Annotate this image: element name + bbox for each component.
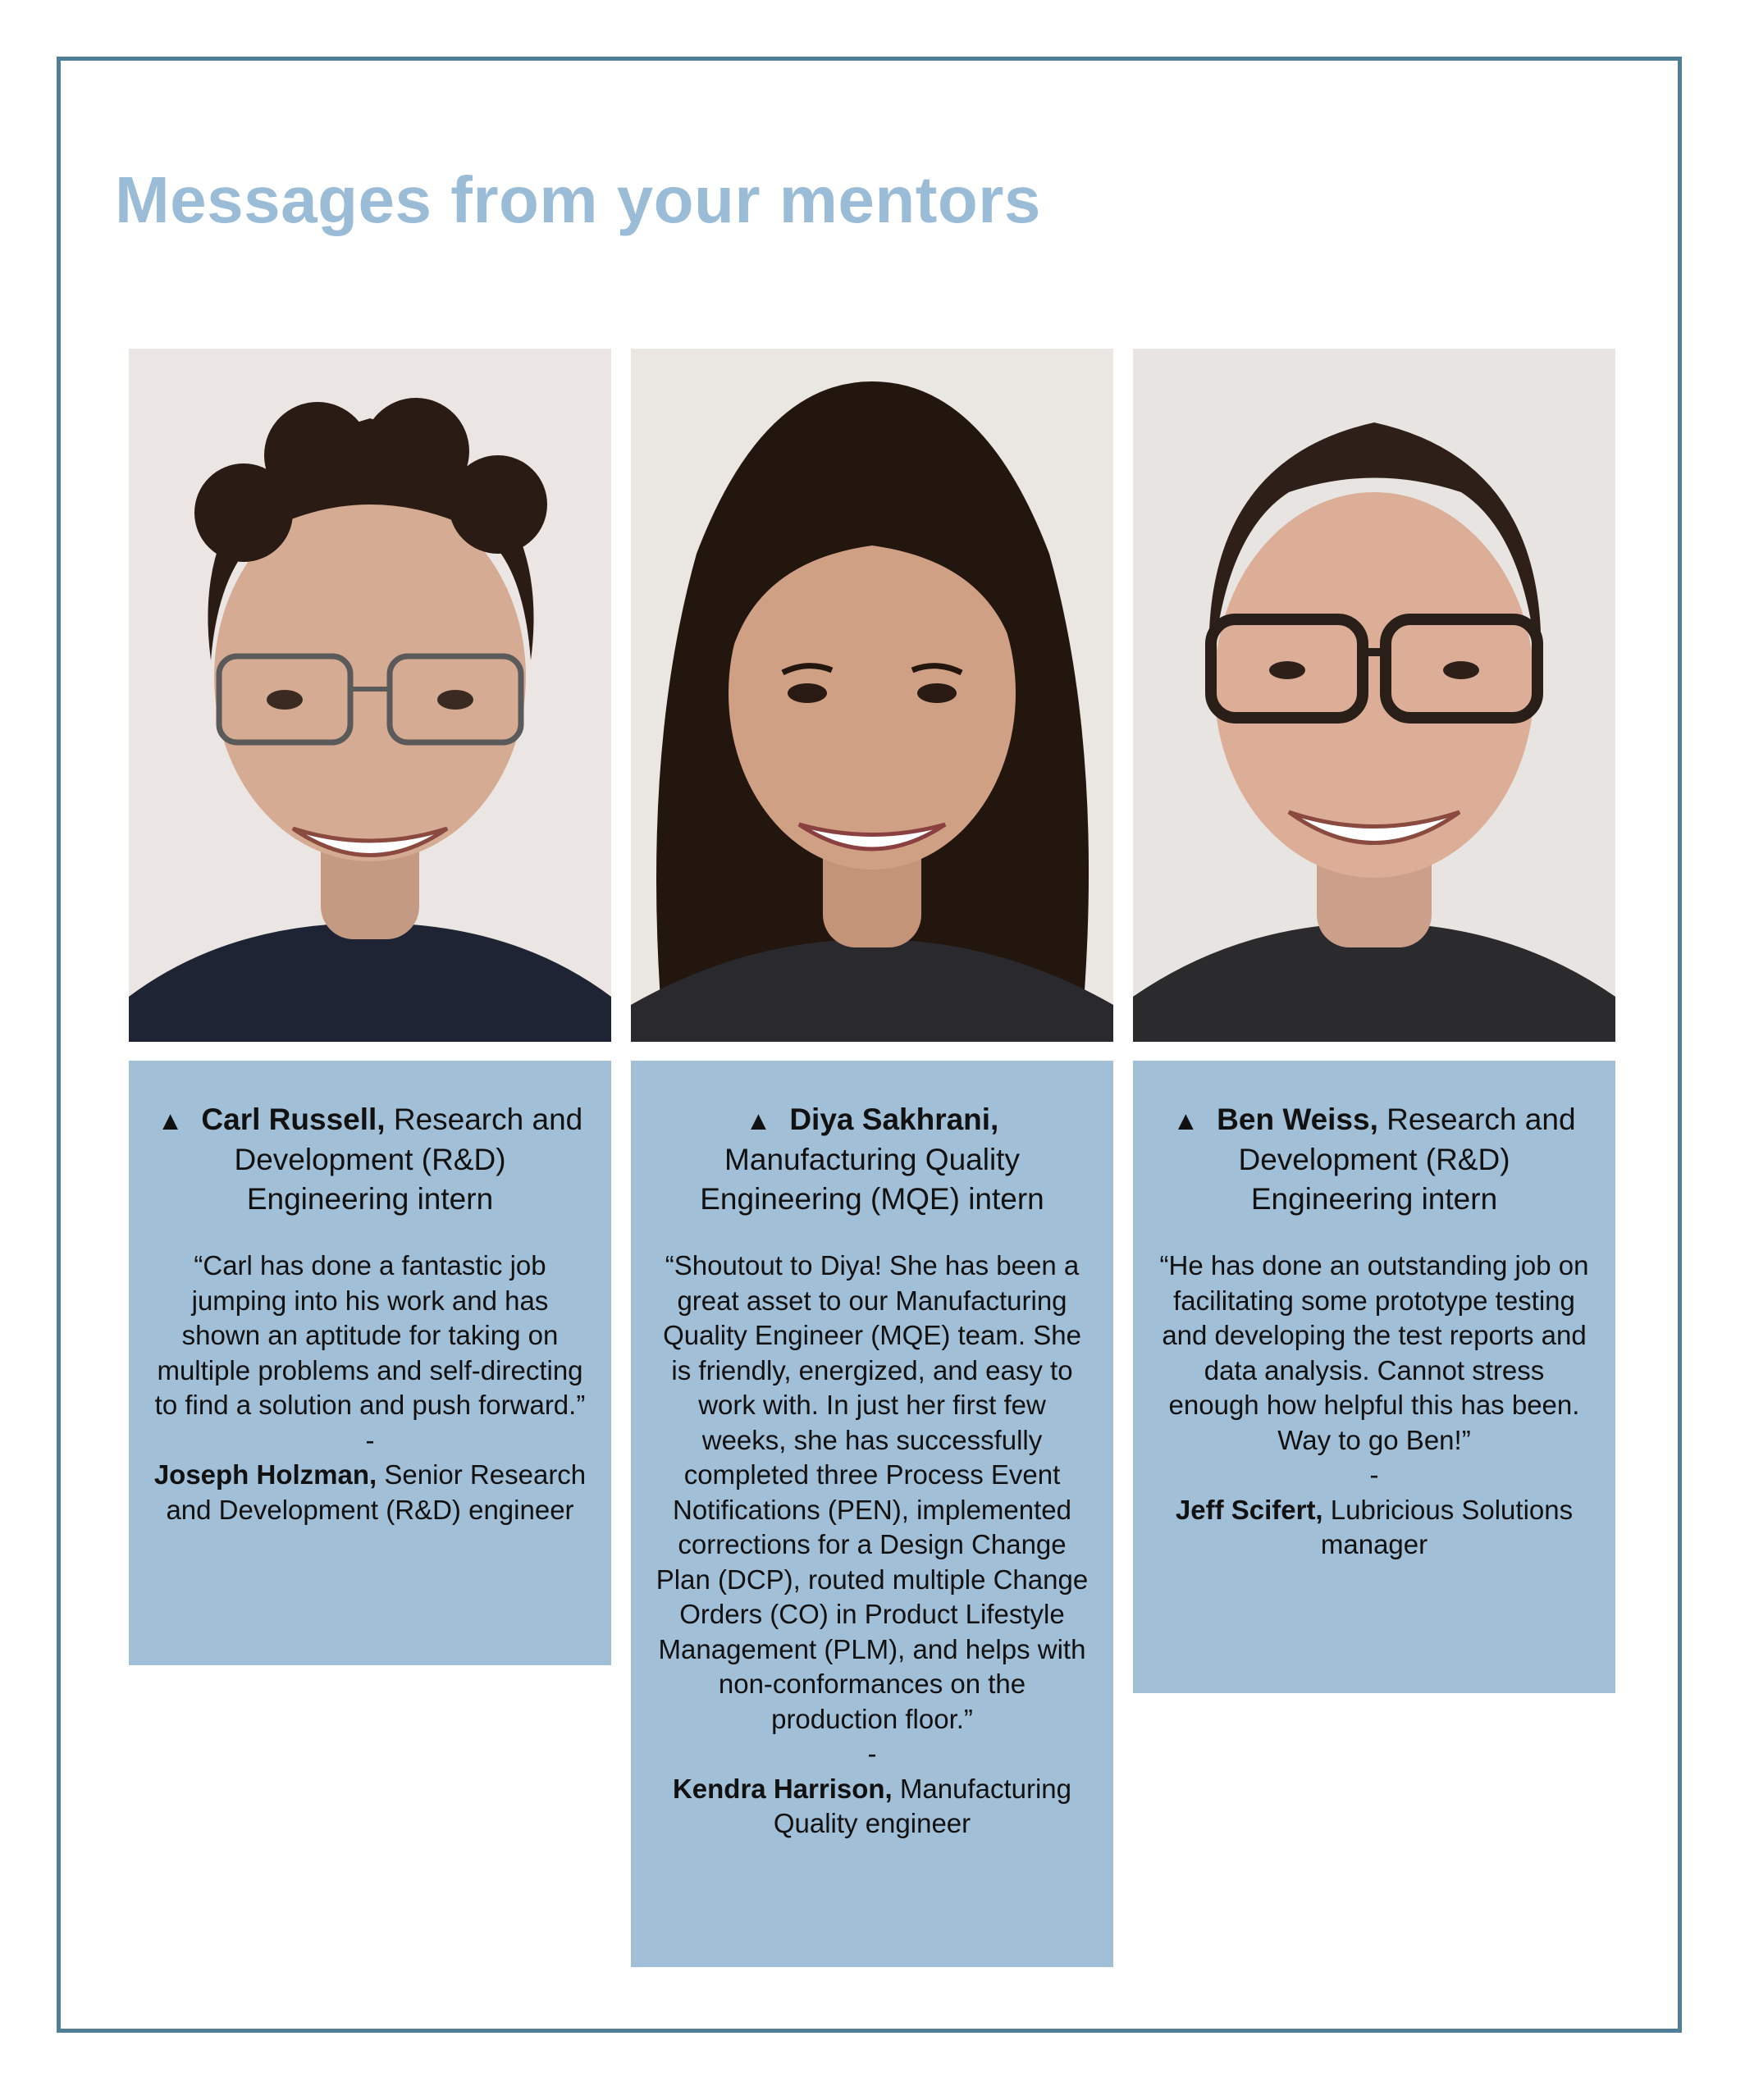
mentor-message-card-3 bbox=[1133, 1061, 1615, 1693]
photo-intern-2 bbox=[631, 349, 1113, 1042]
intern-role: Manufacturing Quality Engineering (MQE) intern bbox=[700, 1143, 1044, 1216]
portrait-1-image bbox=[129, 349, 611, 1042]
mentor-role: Manufacturing Quality engineer bbox=[773, 1773, 1072, 1838]
mentor-role: Lubricious Solutions manager bbox=[1320, 1494, 1574, 1559]
triangle-bullet-icon: ▲ bbox=[745, 1106, 772, 1135]
mentor-name: Jeff Scifert, bbox=[1175, 1494, 1323, 1525]
triangle-bullet-icon: ▲ bbox=[157, 1106, 184, 1135]
mentor-name: Kendra Harrison, bbox=[672, 1773, 893, 1804]
mentor-quote: “He has done an outstanding job on facilitating some prototype testing and developing the test reports and data analysis. Cannot stress enough how helpful this has been. Way to go Ben!” bbox=[1159, 1250, 1589, 1455]
intern-role: Research and Development (R&D) Engineering intern bbox=[1238, 1102, 1576, 1216]
mentor-quote: “Shoutout to Diya! She has been a great asset to our Manufacturing Quality Engineer (MQE) team. She is friendly, energized, and easy to work with. In just her first few weeks, she has successfully completed three Process Event Notifications (PEN), implemented corrections for a Design Change Plan (DCP), routed multiple Change Orders (CO) in Product Lifestyle Management (PLM), and helps with non-conformances on the production floor.” bbox=[656, 1250, 1089, 1734]
intern-heading bbox=[1158, 1100, 1591, 1219]
quote-separator: - bbox=[365, 1424, 375, 1455]
mentor-name: Joseph Holzman, bbox=[153, 1459, 377, 1490]
quote-separator: - bbox=[867, 1738, 877, 1769]
triangle-bullet-icon: ▲ bbox=[1172, 1106, 1199, 1135]
intern-heading bbox=[153, 1100, 587, 1219]
intern-role: Research and Development (R&D) Engineering intern bbox=[234, 1102, 583, 1216]
intern-name: Ben Weiss, bbox=[1217, 1102, 1378, 1136]
page-title: Messages from your mentors bbox=[115, 163, 1041, 236]
mentor-signature bbox=[153, 1458, 587, 1527]
intern-heading bbox=[656, 1100, 1089, 1219]
photo-intern-1 bbox=[129, 349, 611, 1042]
mentor-message-card-1 bbox=[129, 1061, 611, 1665]
intern-name: Carl Russell, bbox=[201, 1102, 386, 1136]
mentor-role: Senior Research and Development (R&D) engineer bbox=[166, 1459, 587, 1525]
photo-intern-3 bbox=[1133, 349, 1615, 1042]
quote-separator: - bbox=[1369, 1459, 1379, 1490]
intern-name: Diya Sakhrani, bbox=[789, 1102, 999, 1136]
mentor-signature bbox=[1158, 1493, 1591, 1563]
mentor-message-card-2 bbox=[631, 1061, 1113, 1967]
mentor-signature bbox=[656, 1772, 1089, 1842]
portrait-2-image bbox=[631, 349, 1113, 1042]
portrait-3-image bbox=[1133, 349, 1615, 1042]
mentor-quote: “Carl has done a fantastic job jumping into his work and has shown an aptitude for taking on multiple problems and self-directing to find a solution and push forward.” bbox=[154, 1250, 586, 1420]
